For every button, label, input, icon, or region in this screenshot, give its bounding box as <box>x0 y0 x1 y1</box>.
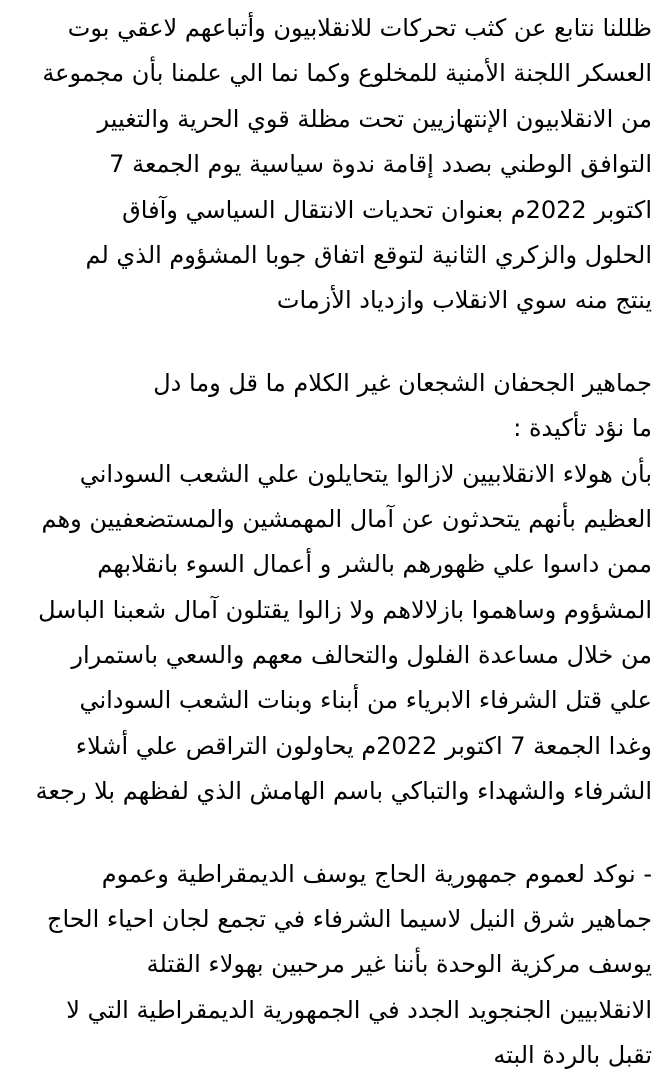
text-line: الحلول والزكري الثانية لتوقع اتفاق جوبا المشؤوم الذي لم <box>85 240 652 269</box>
text-line: ما نؤد تأكيدة : <box>513 414 652 443</box>
text-line: العظيم بأنهم يتحدثون عن آمال المهمشين والمستضعفيين وهم <box>41 504 652 533</box>
text-line: وغدا الجمعة 7 اكتوبر 2022م يحاولون التراقص علي أشلاء <box>75 731 652 760</box>
text-line: جماهير شرق النيل لاسيما الشرفاء في تجمع لجان احياء الحاج <box>46 905 652 934</box>
text-line: الانقلابيين الجنجويد الجدد في الجمهورية الديمقراطية التي لا <box>66 995 652 1024</box>
text-line: ممن داسوا علي ظهورهم بالشر و أعمال السوء بانقلابهم <box>97 550 652 579</box>
text-line: تقبل بالردة البته <box>493 1041 652 1070</box>
text-line: جماهير الجحفان الشجعان غير الكلام ما قل وما دل <box>153 368 652 397</box>
text-line: اكتوبر 2022م بعنوان تحديات الانتقال السياسي وآفاق <box>122 195 652 224</box>
paragraph-spacer <box>10 324 652 361</box>
text-line: يوسف مركزية الوحدة بأننا غير مرحبين بهولاء القتلة <box>146 950 652 979</box>
paragraph-announcement <box>10 6 652 324</box>
paragraph-spacer <box>10 815 652 852</box>
text-line: التوافق الوطني بصدد إقامة ندوة سياسية يوم الجمعة 7 <box>109 150 652 179</box>
text-line: من الانقلابيون الإنتهازيين تحت مظلة قوي الحرية والتغيير <box>97 104 652 133</box>
text-line: ينتج منه سوي الانقلاب وازدياد الأزمات <box>276 286 652 315</box>
text-line: بأن هولاء الانقلابيين لازالوا يتحايلون علي الشعب السوداني <box>79 459 652 488</box>
text-line: علي قتل الشرفاء الابرياء من أبناء وبنات الشعب السوداني <box>79 686 652 715</box>
text-line: العسكر اللجنة الأمنية للمخلوع وكما نما الي علمنا بأن مجموعة <box>42 59 652 88</box>
text-line: - نوكد لعموم جمهورية الحاج يوسف الديمقراطية وعموم <box>101 859 652 888</box>
text-line: ظللنا نتابع عن كثب تحركات للانقلابيون وأتباعهم لاعقي بوت <box>67 14 652 42</box>
paragraph-affirmation <box>10 361 652 815</box>
paragraph-declaration <box>10 852 652 1079</box>
text-line: الشرفاء والشهداء والتباكي باسم الهامش الذي لفظهم بلا رجعة <box>35 777 652 806</box>
text-line: المشؤوم وساهموا بازلالاهم ولا زالوا يقتلون آمال شعبنا الباسل <box>38 595 652 624</box>
text-line: من خلال مساعدة الفلول والتحالف معهم والسعي باستمرار <box>71 641 652 670</box>
